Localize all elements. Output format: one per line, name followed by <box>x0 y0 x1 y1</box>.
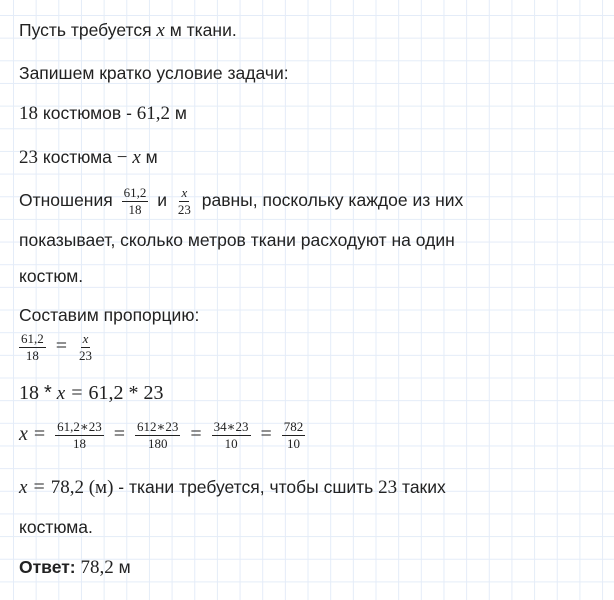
denominator: 23 <box>177 202 191 217</box>
equals-sign: = <box>33 476 45 498</box>
equals-sign: = <box>71 382 83 404</box>
unit: (м) <box>83 477 114 498</box>
number: 23 <box>19 147 38 168</box>
numerator: 61,2∗23 <box>57 419 102 434</box>
denominator: 10 <box>224 436 238 451</box>
text: показывает, сколько метров ткани расходуют на один <box>19 230 455 250</box>
line-answer <box>19 556 131 579</box>
text: Пусть требуется <box>19 20 157 40</box>
variable-x: x <box>132 147 141 168</box>
numerator: 61,2 <box>123 185 147 200</box>
line-result <box>19 476 446 499</box>
equals-sign: = <box>190 423 202 446</box>
answer-label: Ответ: <box>19 557 76 577</box>
number: 61,2 <box>136 103 171 124</box>
equals-sign: = <box>33 423 46 446</box>
numerator: 34∗23 <box>213 419 249 434</box>
numerator: x <box>181 185 188 200</box>
unit: м <box>140 147 158 167</box>
line-ratios <box>19 186 463 217</box>
text: Запишем кратко условие задачи: <box>19 63 289 83</box>
equals-sign: = <box>113 423 126 446</box>
equals-sign: = <box>55 335 68 358</box>
line-proportion <box>15 332 98 363</box>
text: костюма. <box>19 517 93 537</box>
fraction <box>19 332 46 363</box>
numerator: 782 <box>283 419 304 434</box>
number: 23 <box>143 382 164 404</box>
text: костюмов - <box>38 103 137 123</box>
text: костюма <box>38 147 117 167</box>
unit: м <box>113 557 131 577</box>
minus-sign: − <box>116 147 128 168</box>
fraction <box>135 420 180 451</box>
number: 18 <box>19 382 39 404</box>
line-proportion-heading <box>19 304 199 326</box>
variable-x: x <box>56 383 66 404</box>
fraction <box>122 186 149 217</box>
equals-sign: = <box>260 423 272 446</box>
numerator: 61,2 <box>21 331 44 346</box>
variable-x: x <box>19 423 28 446</box>
number: 61,2 <box>88 382 124 404</box>
denominator: 18 <box>72 436 86 451</box>
denominator: 23 <box>79 348 93 363</box>
denominator: 180 <box>147 436 168 451</box>
fraction <box>282 420 306 451</box>
line-assumption <box>19 19 237 42</box>
fraction <box>212 420 251 451</box>
multiply-sign: * <box>44 382 52 404</box>
text: таких <box>397 477 446 497</box>
line-condition-2 <box>19 146 158 169</box>
numerator: x <box>82 331 89 346</box>
fraction <box>55 420 104 451</box>
text: костюм. <box>19 266 84 286</box>
denominator: 18 <box>128 202 142 217</box>
text: равны, поскольку каждое из них <box>196 190 464 211</box>
fraction <box>77 332 94 363</box>
line-solution <box>19 420 309 451</box>
number: 78,2 <box>50 477 84 498</box>
number: 18 <box>19 103 38 124</box>
text: Составим пропорцию: <box>19 305 200 325</box>
variable-x: x <box>156 20 165 41</box>
line-result-cont <box>19 516 93 538</box>
numerator: 612∗23 <box>137 419 179 434</box>
denominator: 10 <box>287 436 301 451</box>
text: Отношения <box>19 190 113 211</box>
line-condition-1 <box>19 102 187 125</box>
number: 23 <box>378 477 398 498</box>
variable-x: x <box>19 477 28 498</box>
line-explanation-cont <box>19 265 83 287</box>
line-equation <box>19 382 164 405</box>
denominator: 18 <box>25 348 39 363</box>
unit: м <box>170 103 187 123</box>
text: и <box>157 190 167 211</box>
fraction <box>176 186 193 217</box>
line-condition-heading <box>19 62 289 84</box>
multiply-sign: * <box>128 382 139 404</box>
text: - ткани требуется, чтобы сшить <box>113 477 379 497</box>
text: м ткани. <box>164 20 237 40</box>
answer-value: 78,2 <box>80 557 114 578</box>
line-explanation <box>19 229 455 251</box>
